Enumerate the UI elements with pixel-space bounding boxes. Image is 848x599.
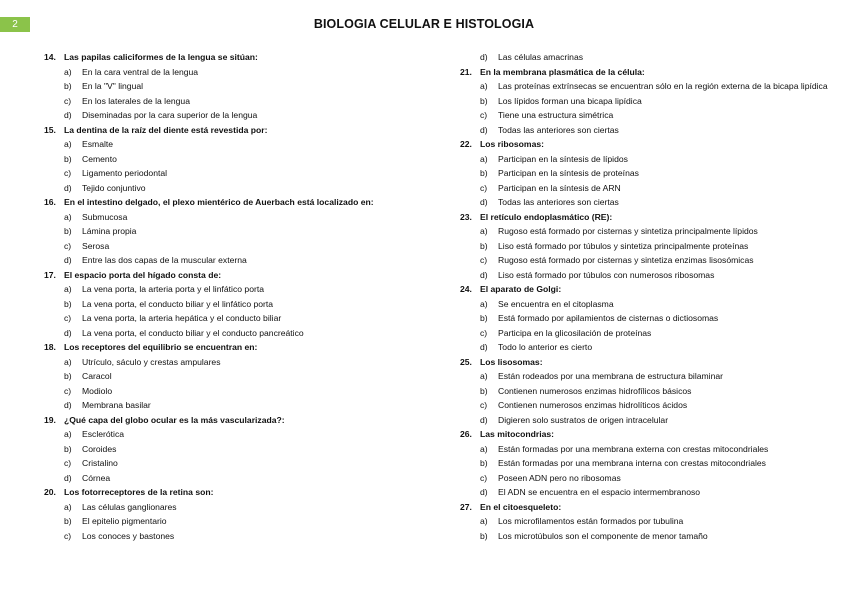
option-letter: d) <box>64 472 72 483</box>
option-letter: b) <box>480 385 488 396</box>
answer-option <box>460 253 832 268</box>
question-number: 19. <box>44 414 56 425</box>
option-letter: c) <box>64 240 72 251</box>
question <box>44 123 404 138</box>
option-letter: d) <box>64 182 72 193</box>
question-text: En el intestino delgado, el plexo mientérico de Auerbach está localizado en: <box>64 197 374 207</box>
option-text: Las células amacrinas <box>498 52 584 62</box>
answer-option <box>44 297 404 312</box>
question-text: El espacio porta del hígado consta de: <box>64 269 222 280</box>
option-text: Submucosa <box>82 211 128 222</box>
option-letter: c) <box>480 327 488 338</box>
option-letter: a) <box>480 81 488 91</box>
option-text: Están formadas por una membrana interna con crestas mitocondriales <box>498 458 766 468</box>
question-text: Los ribosomas: <box>480 139 544 149</box>
option-text: En los laterales de la lengua <box>82 95 190 106</box>
question-number: 24. <box>460 284 472 294</box>
answer-option <box>44 442 404 457</box>
option-text: Poseen ADN pero no ribosomas <box>498 472 621 483</box>
option-text: Tejido conjuntivo <box>82 182 146 193</box>
option-letter: b) <box>64 81 72 91</box>
question-text: Las mitocondrias: <box>480 429 555 439</box>
answer-option <box>44 253 404 268</box>
answer-option <box>460 166 832 181</box>
page-title: BIOLOGIA CELULAR E HISTOLOGIA <box>313 17 535 31</box>
option-text: Los microfilamentos están formados por tubulina <box>498 516 684 526</box>
option-text: Digieren solo sustratos de origen intracelular <box>498 414 669 425</box>
option-letter: b) <box>64 226 72 236</box>
option-text: Liso está formado por túbulos con numerosos ribosomas <box>498 269 715 280</box>
answer-option <box>460 340 832 355</box>
question-text: Los fotorreceptores de la retina son: <box>64 487 214 497</box>
answer-option <box>44 152 404 167</box>
option-text: Córnea <box>82 472 111 483</box>
option-text: Ligamento periodontal <box>82 168 168 178</box>
option-letter: d) <box>480 52 488 62</box>
question-number: 21. <box>460 66 472 77</box>
option-letter: c) <box>64 530 72 541</box>
answer-option <box>460 268 832 283</box>
answer-option <box>460 123 832 138</box>
option-letter: b) <box>480 458 488 468</box>
option-text: Están formadas por una membrana externa con crestas mitocondriales <box>498 443 769 454</box>
option-text: La vena porta, la arteria hepática y el conducto biliar <box>82 313 282 323</box>
question <box>460 65 832 80</box>
answer-option <box>460 297 832 312</box>
option-letter: b) <box>480 240 488 251</box>
option-letter: b) <box>480 313 488 323</box>
option-letter: d) <box>64 255 72 265</box>
answer-option <box>44 500 404 515</box>
option-text: Los lípidos forman una bicapa lipídica <box>498 95 642 106</box>
option-letter: a) <box>480 516 488 526</box>
question-number: 26. <box>460 429 472 439</box>
option-text: Participan en la síntesis de lípidos <box>498 153 628 164</box>
option-letter: b) <box>64 371 72 381</box>
question <box>44 485 404 500</box>
option-text: Rugoso está formado por cisternas y sintetiza enzimas lisosómicas <box>498 255 754 265</box>
option-text: Lámina propia <box>82 226 137 236</box>
answer-option <box>460 195 832 210</box>
option-text: El epitelio pigmentario <box>82 516 167 526</box>
answer-option <box>44 166 404 181</box>
option-letter: b) <box>480 95 488 106</box>
option-text: Todas las anteriores son ciertas <box>498 124 619 135</box>
question <box>44 195 404 210</box>
question-text: La dentina de la raíz del diente está revestida por: <box>64 124 268 135</box>
question-text: En el citoesqueleto: <box>480 501 562 512</box>
question <box>460 282 832 297</box>
option-text: Coroides <box>82 443 117 454</box>
question-text: El aparato de Golgi: <box>480 284 562 294</box>
option-text: Modiolo <box>82 385 113 396</box>
option-letter: a) <box>480 371 488 381</box>
option-letter: a) <box>64 211 72 222</box>
answer-option <box>460 181 832 196</box>
option-letter: d) <box>480 414 488 425</box>
question-number: 18. <box>44 342 56 352</box>
question-text: Los lisosomas: <box>480 356 543 367</box>
question <box>44 268 404 283</box>
option-letter: d) <box>480 124 488 135</box>
question <box>44 413 404 428</box>
option-text: Esclerótica <box>82 429 125 439</box>
answer-option <box>460 529 832 544</box>
answer-option <box>44 181 404 196</box>
option-letter: c) <box>64 95 72 106</box>
option-text: El ADN se encuentra en el espacio intermembranoso <box>498 487 701 497</box>
answer-option <box>44 326 404 341</box>
option-text: Caracol <box>82 371 112 381</box>
option-letter: c) <box>480 255 488 265</box>
option-letter: c) <box>64 168 72 178</box>
question-text: ¿Qué capa del globo ocular es la más vascularizada?: <box>64 414 285 425</box>
question-text: En la membrana plasmática de la célula: <box>480 66 645 77</box>
question-number: 22. <box>460 139 472 149</box>
option-letter: d) <box>64 400 72 410</box>
question <box>460 500 832 515</box>
option-letter: b) <box>480 168 488 178</box>
option-letter: c) <box>480 182 488 193</box>
answer-option <box>44 108 404 123</box>
question-text: Los receptores del equilibrio se encuentran en: <box>64 342 258 352</box>
answer-option <box>460 326 832 341</box>
option-text: Los microtúbulos son el componente de menor tamaño <box>498 530 708 541</box>
option-letter: d) <box>480 197 488 207</box>
option-text: Todas las anteriores son ciertas <box>498 197 619 207</box>
option-text: Está formado por apilamientos de cisternas o dictiosomas <box>498 313 719 323</box>
answer-option <box>44 137 404 152</box>
answer-option <box>44 239 404 254</box>
answer-option <box>460 456 832 471</box>
option-text: La vena porta, la arteria porta y el linfático porta <box>82 284 265 294</box>
right-column <box>460 50 832 543</box>
option-letter: d) <box>480 342 488 352</box>
answer-option <box>460 94 832 109</box>
option-text: Diseminadas por la cara superior de la lengua <box>82 110 258 120</box>
option-text: Esmalte <box>82 139 114 149</box>
option-letter: b) <box>64 516 72 526</box>
question <box>460 137 832 152</box>
option-letter: a) <box>480 153 488 164</box>
answer-option <box>460 369 832 384</box>
option-letter: b) <box>480 530 488 541</box>
option-text: En la "V" lingual <box>82 81 144 91</box>
answer-option <box>44 529 404 544</box>
option-text: La vena porta, el conducto biliar y el conducto pancreático <box>82 327 304 338</box>
question-number: 25. <box>460 356 472 367</box>
answer-option <box>44 65 404 80</box>
question-number: 14. <box>44 52 56 62</box>
option-letter: d) <box>64 327 72 338</box>
answer-option <box>44 210 404 225</box>
option-text: Están rodeados por una membrana de estructura bilaminar <box>498 371 723 381</box>
option-text: Serosa <box>82 240 110 251</box>
answer-option <box>460 50 832 65</box>
answer-option <box>44 427 404 442</box>
answer-option <box>44 282 404 297</box>
option-text: Contienen numerosos enzimas hidrofílicos básicos <box>498 385 692 396</box>
left-column <box>44 50 404 543</box>
question-number: 27. <box>460 501 472 512</box>
answer-option <box>44 355 404 370</box>
question-number: 23. <box>460 211 472 222</box>
option-text: Rugoso está formado por cisternas y sintetiza principalmente lípidos <box>498 226 758 236</box>
option-letter: a) <box>480 226 488 236</box>
answer-option <box>460 239 832 254</box>
option-letter: d) <box>480 269 488 280</box>
question-number: 16. <box>44 197 56 207</box>
option-letter: d) <box>64 110 72 120</box>
answer-option <box>460 442 832 457</box>
question-number: 17. <box>44 269 56 280</box>
option-text: Participan en la síntesis de proteínas <box>498 168 639 178</box>
option-text: Todo lo anterior es cierto <box>498 342 593 352</box>
question-text: El retículo endoplasmático (RE): <box>480 211 613 222</box>
option-letter: a) <box>480 298 488 309</box>
option-text: Membrana basilar <box>82 400 151 410</box>
question-number: 20. <box>44 487 56 497</box>
answer-option <box>44 471 404 486</box>
option-letter: a) <box>64 501 72 512</box>
option-text: Contienen numerosos enzimas hidrolíticos ácidos <box>498 400 688 410</box>
option-text: La vena porta, el conducto biliar y el linfático porta <box>82 298 274 309</box>
question-text: Las papilas caliciformes de la lengua se sitúan: <box>64 52 258 62</box>
answer-option <box>460 398 832 413</box>
option-letter: c) <box>64 385 72 396</box>
option-text: Liso está formado por túbulos y sintetiza principalmente proteínas <box>498 240 749 251</box>
answer-option <box>460 311 832 326</box>
option-text: Cristalino <box>82 458 118 468</box>
answer-option <box>44 514 404 529</box>
option-letter: a) <box>64 139 72 149</box>
answer-option <box>460 79 832 94</box>
answer-option <box>460 485 832 500</box>
option-text: Las proteínas extrínsecas se encuentran sólo en la región externa de la bicapa lipídica <box>498 81 828 91</box>
answer-option <box>460 413 832 428</box>
answer-option <box>44 224 404 239</box>
option-letter: a) <box>64 429 72 439</box>
option-text: Tiene una estructura simétrica <box>498 110 614 120</box>
question <box>44 50 404 65</box>
answer-option <box>460 384 832 399</box>
option-text: Cemento <box>82 153 117 164</box>
option-text: Se encuentra en el citoplasma <box>498 298 614 309</box>
option-letter: b) <box>64 153 72 164</box>
option-letter: a) <box>64 66 72 77</box>
option-letter: c) <box>480 110 488 120</box>
option-text: Los conoces y bastones <box>82 530 175 541</box>
option-text: En la cara ventral de la lengua <box>82 66 199 77</box>
option-text: Participan en la síntesis de ARN <box>498 182 621 193</box>
option-letter: d) <box>480 487 488 497</box>
page-number: 2 <box>0 17 30 32</box>
question-number: 15. <box>44 124 56 135</box>
question <box>44 340 404 355</box>
option-letter: b) <box>64 298 72 309</box>
answer-option <box>44 369 404 384</box>
answer-option <box>44 94 404 109</box>
answer-option <box>460 471 832 486</box>
question <box>460 427 832 442</box>
option-text: Entre las dos capas de la muscular externa <box>82 255 247 265</box>
answer-option <box>460 108 832 123</box>
answer-option <box>460 224 832 239</box>
answer-option <box>44 79 404 94</box>
option-letter: a) <box>64 284 72 294</box>
option-letter: c) <box>64 313 72 323</box>
option-text: Participa en la glicosilación de proteínas <box>498 327 652 338</box>
answer-option <box>44 398 404 413</box>
answer-option <box>44 311 404 326</box>
question <box>460 210 832 225</box>
option-letter: a) <box>480 443 488 454</box>
option-letter: b) <box>64 443 72 454</box>
answer-option <box>44 456 404 471</box>
option-letter: c) <box>64 458 72 468</box>
option-letter: c) <box>480 472 488 483</box>
option-text: Las células ganglionares <box>82 501 177 512</box>
question <box>460 355 832 370</box>
option-text: Utrículo, sáculo y crestas ampulares <box>82 356 221 367</box>
option-letter: a) <box>64 356 72 367</box>
answer-option <box>44 384 404 399</box>
option-letter: c) <box>480 400 488 410</box>
answer-option <box>460 152 832 167</box>
answer-option <box>460 514 832 529</box>
